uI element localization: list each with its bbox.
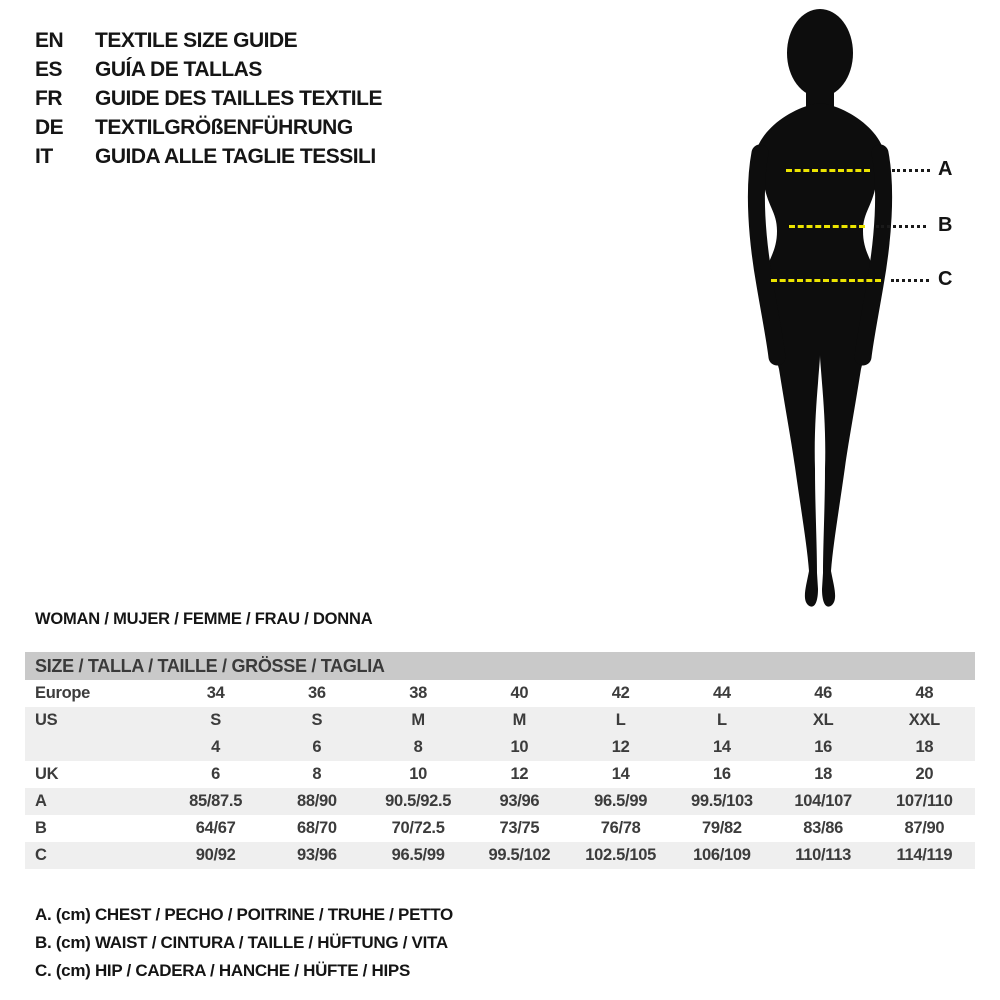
size-cell: 93/96 xyxy=(469,788,570,815)
size-cell: 36 xyxy=(307,684,326,702)
marker-label-b: B xyxy=(938,214,953,236)
legend-hip: C. (cm) HIP / CADERA / HANCHE / HÜFTE / HIPS xyxy=(35,961,411,980)
size-cell: 90.5/92.5 xyxy=(368,788,469,815)
lang-title: GUÍA DE TALLAS xyxy=(95,57,262,81)
lang-row-fr xyxy=(35,84,382,113)
size-cell: 44 xyxy=(712,684,731,702)
lang-code: ES xyxy=(35,57,63,81)
size-cell: 88/90 xyxy=(266,788,367,815)
size-cell: 83/86 xyxy=(803,819,844,837)
size-cell: 16 xyxy=(773,734,874,761)
size-cell: 106/109 xyxy=(671,842,772,869)
size-cell: 12 xyxy=(510,765,529,783)
row-label: B xyxy=(35,819,47,837)
hip-dotted-line xyxy=(891,279,929,282)
legend-waist: B. (cm) WAIST / CINTURA / TAILLE / HÜFTUNG / VITA xyxy=(35,933,448,952)
marker-label-c: C xyxy=(938,268,953,290)
size-cell: L xyxy=(570,707,671,734)
size-cell: L xyxy=(671,707,772,734)
lang-title: TEXTILE SIZE GUIDE xyxy=(95,28,298,52)
size-cell: 70/72.5 xyxy=(391,819,445,837)
size-cell: 99.5/103 xyxy=(671,788,772,815)
size-cell: M xyxy=(368,707,469,734)
size-cell: 96.5/99 xyxy=(570,788,671,815)
size-cell: 90/92 xyxy=(165,842,266,869)
marker-label-a: A xyxy=(938,158,953,180)
size-cell: XL xyxy=(773,707,874,734)
size-cell: 93/96 xyxy=(266,842,367,869)
size-cell: 110/113 xyxy=(773,842,874,869)
lang-row-en xyxy=(35,26,382,55)
lang-row-it xyxy=(35,142,382,171)
lang-row-de xyxy=(35,113,382,142)
table-row-europe xyxy=(25,680,975,707)
woman-silhouette xyxy=(735,5,905,625)
size-cell: 42 xyxy=(611,684,630,702)
size-cell: M xyxy=(469,707,570,734)
lang-code: DE xyxy=(35,115,64,139)
size-cell: 10 xyxy=(409,765,427,783)
row-label: C xyxy=(25,842,165,869)
size-cell: 38 xyxy=(409,684,427,702)
language-list xyxy=(35,26,382,171)
table-row-chest-a xyxy=(25,788,975,815)
size-cell: 14 xyxy=(611,765,630,783)
lang-code: FR xyxy=(35,86,62,110)
waist-dotted-line xyxy=(876,225,926,228)
size-cell: 34 xyxy=(206,684,225,702)
chest-dotted-line xyxy=(892,169,930,172)
size-cell: 14 xyxy=(671,734,772,761)
lang-title: GUIDE DES TAILLES TEXTILE xyxy=(95,86,382,110)
size-table-header: SIZE / TALLA / TAILLE / GRÖSSE / TAGLIA xyxy=(25,652,975,680)
size-table xyxy=(25,652,975,869)
chest-dash-line xyxy=(786,169,870,172)
size-cell: 85/87.5 xyxy=(165,788,266,815)
size-cell: XXL xyxy=(874,707,975,734)
size-cell: 79/82 xyxy=(701,819,742,837)
size-cell: 12 xyxy=(570,734,671,761)
table-row-us-numeric xyxy=(25,734,975,761)
size-cell: 48 xyxy=(915,684,934,702)
size-cell: S xyxy=(266,707,367,734)
section-title-woman: WOMAN / MUJER / FEMME / FRAU / DONNA xyxy=(35,610,373,628)
hip-dash-line xyxy=(771,279,881,282)
size-cell: 87/90 xyxy=(904,819,945,837)
size-cell: 40 xyxy=(510,684,529,702)
size-cell: 10 xyxy=(469,734,570,761)
size-cell: 18 xyxy=(874,734,975,761)
lang-title: TEXTILGRÖßENFÜHRUNG xyxy=(95,115,353,139)
size-cell: 102.5/105 xyxy=(570,842,671,869)
table-row-hip-c xyxy=(25,842,975,869)
size-cell: 96.5/99 xyxy=(368,842,469,869)
waist-dash-line xyxy=(789,225,865,228)
size-cell: 18 xyxy=(814,765,832,783)
size-cell: 114/119 xyxy=(874,842,975,869)
row-label: US xyxy=(25,707,165,734)
lang-code: EN xyxy=(35,28,64,52)
lang-code: IT xyxy=(35,144,53,168)
size-cell: 6 xyxy=(211,765,221,783)
row-label xyxy=(25,734,165,761)
size-cell: 68/70 xyxy=(296,819,337,837)
size-cell: 46 xyxy=(814,684,832,702)
size-cell: 8 xyxy=(312,765,322,783)
size-cell: 20 xyxy=(915,765,934,783)
size-cell: S xyxy=(165,707,266,734)
size-cell: 76/78 xyxy=(600,819,641,837)
lang-title: GUIDA ALLE TAGLIE TESSILI xyxy=(95,144,376,168)
table-row-uk xyxy=(25,761,975,788)
table-row-us xyxy=(25,707,975,734)
size-cell: 99.5/102 xyxy=(469,842,570,869)
table-row-waist-b xyxy=(25,815,975,842)
lang-row-es xyxy=(35,55,382,84)
row-label: UK xyxy=(35,765,59,783)
size-cell: 6 xyxy=(266,734,367,761)
size-cell: 104/107 xyxy=(773,788,874,815)
size-cell: 8 xyxy=(368,734,469,761)
size-cell: 64/67 xyxy=(195,819,236,837)
size-cell: 4 xyxy=(165,734,266,761)
size-cell: 16 xyxy=(712,765,731,783)
size-cell: 73/75 xyxy=(499,819,540,837)
legend-chest: A. (cm) CHEST / PECHO / POITRINE / TRUHE / PETTO xyxy=(35,905,453,924)
row-label: Europe xyxy=(35,684,91,702)
row-label: A xyxy=(25,788,165,815)
size-cell: 107/110 xyxy=(874,788,975,815)
woman-silhouette-svg xyxy=(735,5,905,625)
measurement-legend xyxy=(35,901,453,985)
